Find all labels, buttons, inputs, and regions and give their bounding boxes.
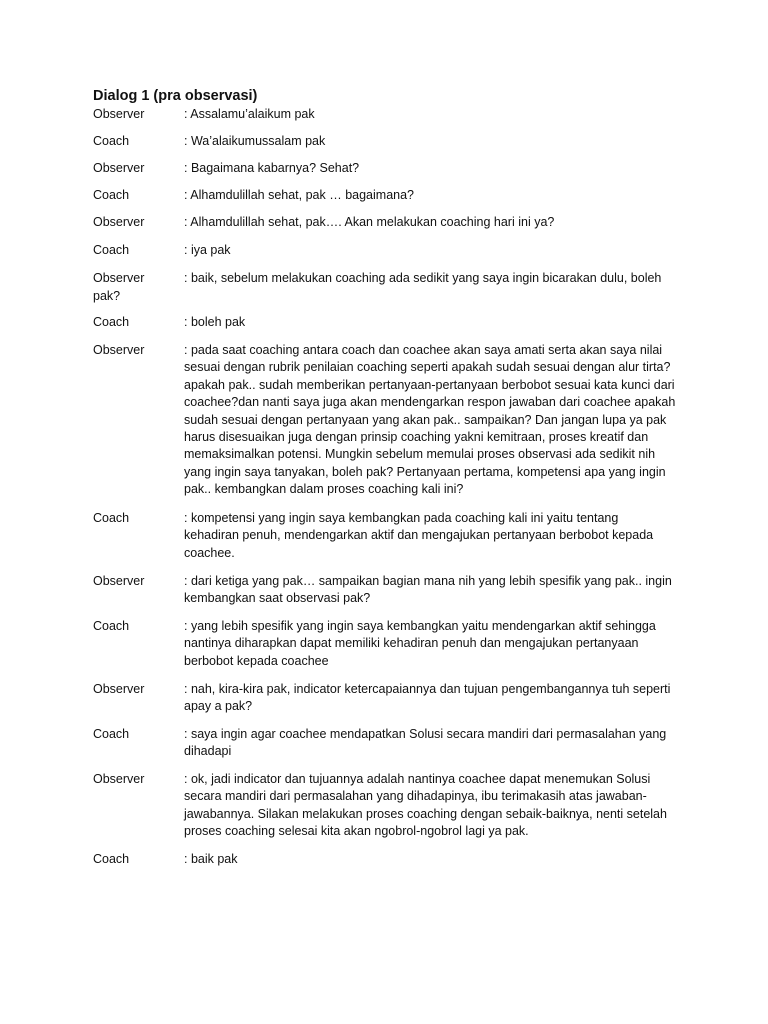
speaker-label: Coach	[93, 188, 130, 202]
dialog-text: : boleh pak	[184, 315, 246, 329]
speaker-label: Coach	[93, 134, 130, 148]
speaker-label: Observer	[93, 772, 145, 786]
dialog-text: : Alhamdulillah sehat, pak … bagaimana?	[184, 188, 415, 202]
dialog-text: : Bagaimana kabarnya? Sehat?	[184, 161, 360, 175]
dialog-text: : baik pak	[184, 852, 238, 866]
dialog-text: : iya pak	[184, 243, 231, 257]
dialog-text: : pada saat coaching antara coach dan coachee akan saya amati serta akan saya nilai sesuai dengan rubrik penilaian coaching seperti apakah sudah sesuai dengan alur tirta?apakah pak.. sudah memberikan pertanyaan-pertanyaan berbobot sesuai kata kunci dari coachee?dan nanti saya juga akan mendengarkan respon jawaban dari coachee apakah sudah sesuai dengan pertanyaan yang akan pak.. sampaikan? Dan jangan lupa ya pak harus disesuaikan juga dengan prinsip coaching yakni kemitraan, proses kreatif dan memaksimalkan potensi. Mungkin sebelum memulai proses observasi ada sedikit nih yang ingin saya tanyakan, boleh pak? Pertanyaan pertama, kompetensi apa yang ingin pak.. kembangkan dalam proses coaching kali ini?	[184, 343, 676, 497]
dialog-text: : Wa’alaikumussalam pak	[184, 134, 326, 148]
dialog-text-continuation: pak?	[93, 289, 121, 303]
dialog-text: : ok, jadi indicator dan tujuannya adalah nantinya coachee dapat menemukan Solusi secara mandiri dari permasalahan yang dihadapinya, ibu terimakasih atas jawaban-jawabannya. Silakan melakukan proses coaching dengan sebaik-baiknya, nenti setelah proses coaching selesai kita akan ngobrol-ngobrol lagi ya pak.	[184, 772, 667, 839]
speaker-label: Coach	[93, 727, 130, 741]
speaker-label: Observer	[93, 215, 145, 229]
dialog-text: : baik, sebelum melakukan coaching ada sedikit yang saya ingin bicarakan dulu, boleh	[184, 271, 662, 285]
speaker-label: Coach	[93, 619, 130, 633]
speaker-label: Observer	[93, 161, 145, 175]
dialog-text: : saya ingin agar coachee mendapatkan Solusi secara mandiri dari permasalahan yang dihadapi	[184, 727, 667, 759]
dialog-text: : kompetensi yang ingin saya kembangkan pada coaching kali ini yaitu tentang kehadiran penuh, mendengarkan aktif dan mengajukan pertanyaan berbobot kepada coachee.	[184, 511, 654, 560]
speaker-label: Observer	[93, 574, 145, 588]
speaker-label: Coach	[93, 243, 130, 257]
speaker-label: Observer	[93, 271, 145, 285]
document-title: Dialog 1 (pra observasi)	[93, 88, 258, 104]
dialog-text: : Assalamu’alaikum pak	[184, 107, 315, 121]
speaker-label: Coach	[93, 315, 130, 329]
speaker-label: Observer	[93, 682, 145, 696]
dialog-text: : dari ketiga yang pak… sampaikan bagian mana nih yang lebih spesifik yang pak.. ingin kembangkan saat observasi pak?	[184, 574, 672, 606]
dialog-text: : yang lebih spesifik yang ingin saya kembangkan yaitu mendengarkan aktif sehingga nantinya diharapkan dapat memiliki kehadiran penuh dan mengajukan pertanyaan berbobot kepada coachee	[184, 619, 656, 668]
speaker-label: Observer	[93, 107, 145, 121]
speaker-label: Coach	[93, 511, 130, 525]
speaker-label: Coach	[93, 852, 130, 866]
speaker-label: Observer	[93, 343, 145, 357]
dialog-text: : Alhamdulillah sehat, pak…. Akan melakukan coaching hari ini ya?	[184, 215, 555, 229]
dialog-text: : nah, kira-kira pak, indicator ketercapaiannya dan tujuan pengembangannya tuh seperti apay a pak?	[184, 682, 671, 714]
